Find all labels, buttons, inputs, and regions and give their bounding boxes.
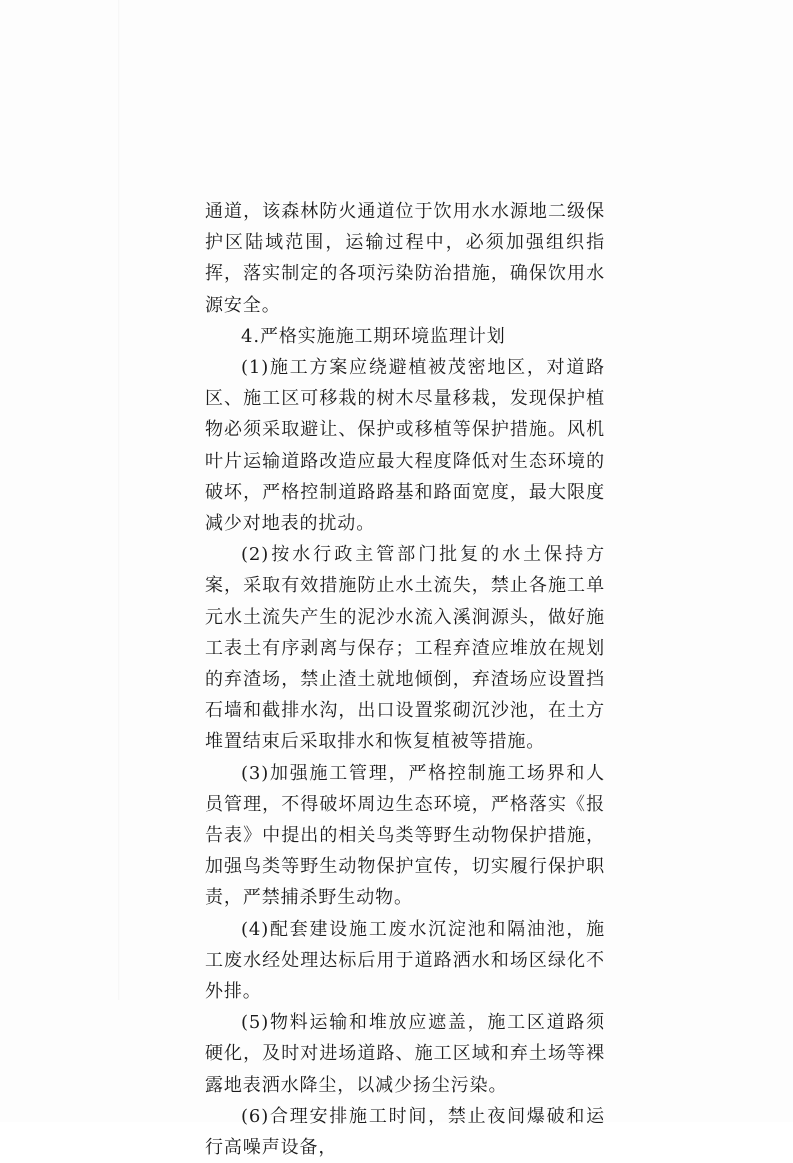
paragraph-item-6: (6)合理安排施工时间，禁止夜间爆破和运行高噪声设备， (205, 1105, 605, 1159)
paragraph-item-4: (4)配套建设施工废水沉淀池和隔油池，施工废水经处理达标后用于道路洒水和场区绿化不外排。 (205, 918, 605, 1003)
paragraph-continuation: 通道，该森林防火通道位于饮用水水源地二级保护区陆域范围，运输过程中，必须加强组织指挥，落实制定的各项污染防治措施，确保饮用水源安全。 (205, 201, 605, 316)
paragraph-item-5: (5)物料运输和堆放应遮盖，施工区道路须硬化，及时对进场道路、施工区域和弃土场等裸露地表洒水降尘，以减少扬尘污染。 (205, 1012, 605, 1096)
paragraph-item-1: (1)施工方案应绕避植被茂密地区，对道路区、施工区可移栽的树木尽量移栽，发现保护植物必须采取避让、保护或移植等保护措施。风机叶片运输道路改造应最大程度降低对生态环境的破坏，严格控制道路路基和路面宽度，最大限度减少对地表的扰动。 (205, 357, 605, 535)
section-heading: 4.严格实施施工期环境监理计划 (241, 325, 506, 347)
page-edge-shadow (118, 0, 120, 1000)
body-text (205, 196, 605, 1163)
paragraph-item-2: (2)按水行政主管部门批复的水土保持方案，采取有效措施防止水土流失，禁止各施工单元水土流失产生的泥沙水流入溪涧源头，做好施工表土有序剥离与保存；工程弃渣应堆放在规划的弃渣场，禁止渣土就地倾倒，弃渣场应设置挡石墙和截排水沟，出口设置浆砌沉沙池，在土方堆置结束后采取排水和恢复植被等措施。 (205, 544, 605, 753)
paragraph-item-3: (3)加强施工管理，严格控制施工场界和人员管理，不得破坏周边生态环境，严格落实《报告表》中提出的相关鸟类等野生动物保护措施，加强鸟类等野生动物保护宣传，切实履行保护职责，严禁捕杀野生动物。 (205, 762, 605, 909)
